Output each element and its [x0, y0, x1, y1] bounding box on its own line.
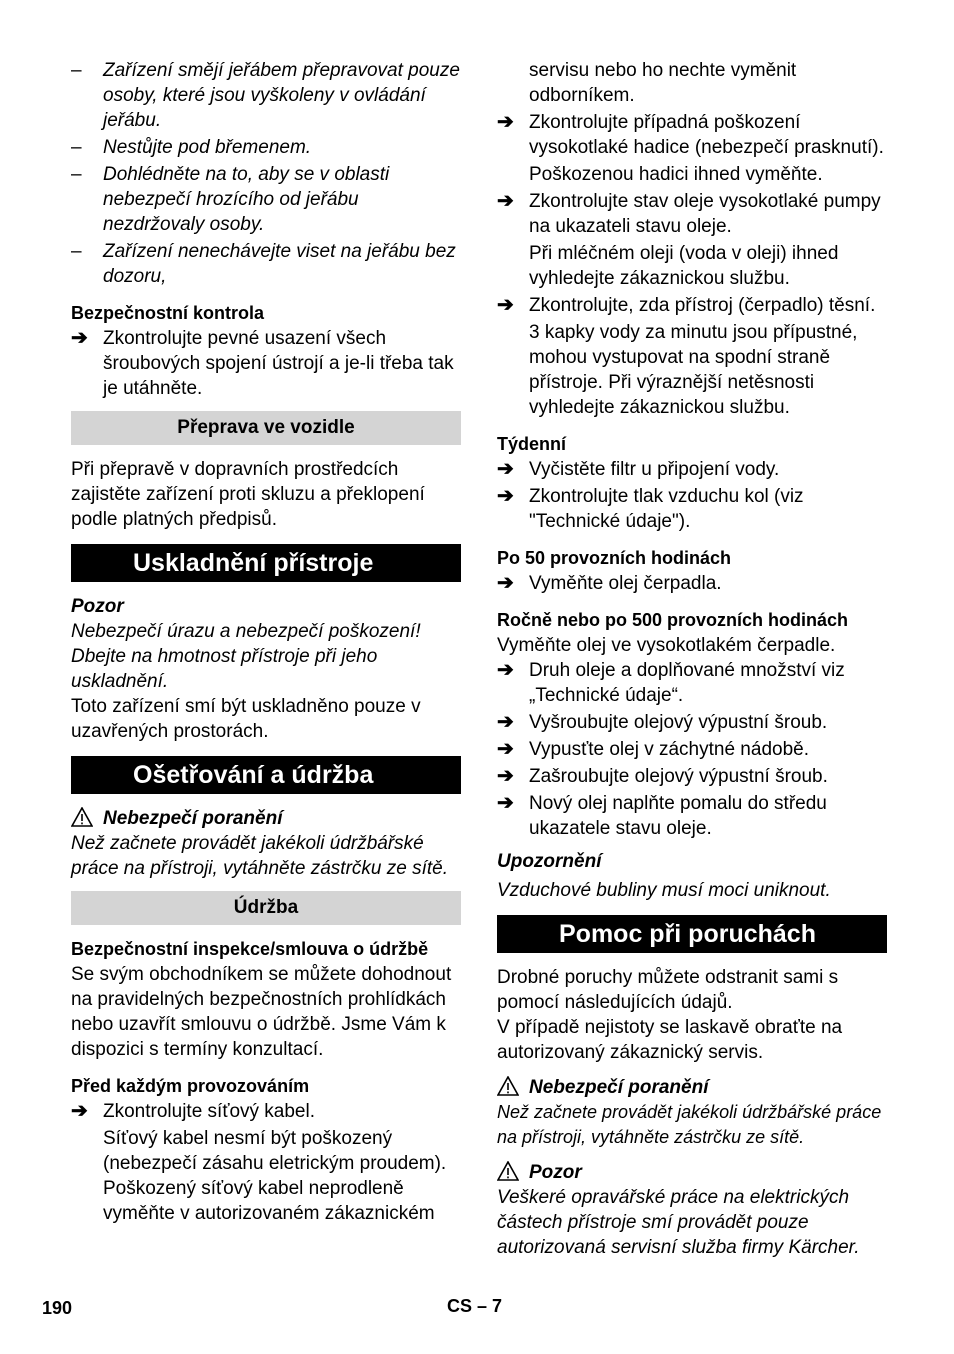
arrow-icon: ➔ — [497, 792, 514, 814]
care-heading: Ošetřování a údržba — [71, 756, 461, 794]
warning-triangle-icon — [497, 1076, 519, 1096]
warning-triangle-icon — [497, 1161, 519, 1181]
page-number: 190 — [42, 1298, 73, 1318]
arrow-icon: ➔ — [71, 327, 88, 349]
care-warning-heading: Nebezpečí poranění — [71, 806, 461, 831]
arrow-icon: ➔ — [497, 765, 514, 787]
maintenance-heading: Údržba — [71, 891, 461, 925]
inspection-text: Se svým obchodníkem se můžete dohodnout na pravidelných bezpečnostních prohlídkách nebo uzavřít smlouvu o údržbě. Jsme Vám k dispozici s termíny konzultací. — [71, 964, 452, 1060]
dash-list-item: – Zařízení nenechávejte viset na jeřábu bez dozoru, — [71, 241, 456, 287]
arrow-icon: ➔ — [497, 485, 514, 507]
troubleshooting-caution-heading: Pozor — [497, 1160, 887, 1185]
arrow-list-item: ➔ Vyčistěte filtr u připojení vody. — [497, 458, 780, 480]
tightness-text: 3 kapky vody za minutu jsou přípustné, mohou vystupovat na spodní straně přístroje. Při výraznější netěsnosti vyhledejte zákaznickou službu. — [529, 322, 858, 418]
storage-caution-label: Pozor — [71, 596, 124, 617]
arrow-list-item: ➔ Zkontrolujte pevné usazení všech šroubových spojení ústrojí a je-li třeba tak je utáhněte. — [71, 327, 454, 399]
arrow-list-item: ➔ Vyšroubujte olejový výpustní šroub. — [497, 711, 828, 733]
arrow-list-item: ➔ Zkontrolujte stav oleje vysokotlaké pumpy na ukazateli stavu oleje. — [497, 190, 881, 237]
arrow-list-item: ➔ Vyměňte olej čerpadla. — [497, 572, 722, 594]
dash-bullet: – — [71, 241, 82, 262]
weekly-heading: Týdenní — [497, 434, 567, 454]
arrow-list-item: ➔ Zašroubujte olejový výpustní šroub. — [497, 765, 828, 787]
storage-text: Toto zařízení smí být uskladněno pouze v uzavřených prostorách. — [71, 696, 421, 742]
arrow-icon: ➔ — [497, 659, 514, 681]
arrow-icon: ➔ — [497, 111, 514, 133]
arrow-icon: ➔ — [497, 190, 514, 212]
arrow-list-item: ➔ Druh oleje a doplňované množství viz „Technické údaje“. — [497, 659, 845, 706]
troubleshooting-heading: Pomoc při poruchách — [497, 915, 887, 953]
inspection-heading: Bezpečnostní inspekce/smlouva o údržbě — [71, 939, 429, 959]
before-operation-heading: Před každým provozováním — [71, 1076, 310, 1096]
before-operation-text: Síťový kabel nesmí být poškozený (nebezpečí zásahu eletrickým proudem). Poškozený síťový kabel neprodleně vyměňte v autorizovaném zákaznickém — [103, 1128, 447, 1224]
oil-text: Při mléčném oleji (voda v oleji) ihned vyhledejte zákaznickou službu. — [529, 243, 839, 289]
troubleshooting-caution-text: Veškeré opravářské práce na elektrických částech přístroje smí provádět pouze autorizovaná servisní služba firmy Kärcher. — [497, 1187, 860, 1258]
warning-triangle-icon — [71, 807, 93, 827]
arrow-icon: ➔ — [497, 738, 514, 760]
note-text: Vzduchové bubliny musí moci uniknout. — [497, 880, 831, 901]
dash-list-item: – Dohlédněte na to, aby se v oblasti nebezpečí hrozícího od jeřábu nezdržovaly osoby. — [71, 164, 390, 235]
dash-bullet: – — [71, 60, 82, 81]
care-warning-text: Než začnete provádět jakékoli údržbářské práce na přístroji, vytáhněte zástrčku ze sítě. — [71, 833, 449, 879]
arrow-list-item: ➔ Vypusťte olej v záchytné nádobě. — [497, 738, 809, 760]
note-heading: Upozornění — [497, 851, 602, 872]
arrow-icon: ➔ — [497, 711, 514, 733]
right-column — [497, 58, 887, 1260]
storage-heading: Uskladnění přístroje — [71, 544, 461, 582]
continued-text: servisu nebo ho nechte vyměnit odborníkem. — [529, 60, 797, 106]
yearly-text: Vyměňte olej ve vysokotlakém čerpadle. — [497, 635, 836, 656]
dash-bullet: – — [71, 164, 82, 185]
dash-list-item: – Nestůjte pod břemenem. — [71, 137, 312, 158]
arrow-icon: ➔ — [497, 572, 514, 594]
dash-bullet: – — [71, 137, 82, 158]
hose-text: Poškozenou hadici ihned vyměňte. — [529, 164, 823, 185]
arrow-list-item: ➔ Nový olej naplňte pomalu do středu ukazatele stavu oleje. — [497, 792, 827, 839]
h50-heading: Po 50 provozních hodinách — [497, 548, 732, 568]
language-page-label: CS – 7 — [447, 1296, 503, 1316]
troubleshooting-text-2: V případě nejistoty se laskavě obraťte na autorizovaný zákaznický servis. — [497, 1017, 843, 1063]
yearly-heading: Ročně nebo po 500 provozních hodinách — [497, 610, 849, 630]
left-column — [71, 58, 461, 1226]
transport-text: Při přepravě v dopravních prostředcích zajistěte zařízení proti skluzu a překlopení podle platných předpisů. — [71, 459, 425, 530]
transport-heading: Přeprava ve vozidle — [71, 411, 461, 445]
arrow-icon: ➔ — [71, 1100, 88, 1122]
arrow-list-item: ➔ Zkontrolujte síťový kabel. — [71, 1100, 315, 1122]
troubleshooting-text-1: Drobné poruchy můžete odstranit sami s pomocí následujících údajů. — [497, 967, 839, 1013]
arrow-list-item: ➔ Zkontrolujte, zda přístroj (čerpadlo) těsní. — [497, 294, 876, 316]
storage-warning-text: Nebezpečí úrazu a nebezpečí poškození! Dbejte na hmotnost přístroje při jeho uskladnění. — [71, 621, 421, 692]
arrow-icon: ➔ — [497, 294, 514, 316]
dash-list-item: – Zařízení smějí jeřábem přepravovat pouze osoby, které jsou vyškoleny v ovládání jeřábu. — [71, 60, 460, 131]
arrow-list-item: ➔ Zkontrolujte případná poškození vysokotlaké hadice (nebezpečí prasknutí). — [497, 111, 884, 158]
safety-check-heading: Bezpečnostní kontrola — [71, 303, 265, 323]
arrow-list-item: ➔ Zkontrolujte tlak vzduchu kol (viz "Technické údaje"). — [497, 485, 804, 532]
arrow-icon: ➔ — [497, 458, 514, 480]
troubleshooting-warning-text: Než začnete provádět jakékoli údržbářské práce na přístroji, vytáhněte zástrčku ze sítě. — [497, 1102, 882, 1147]
troubleshooting-warning-heading: Nebezpečí poranění — [497, 1075, 887, 1100]
